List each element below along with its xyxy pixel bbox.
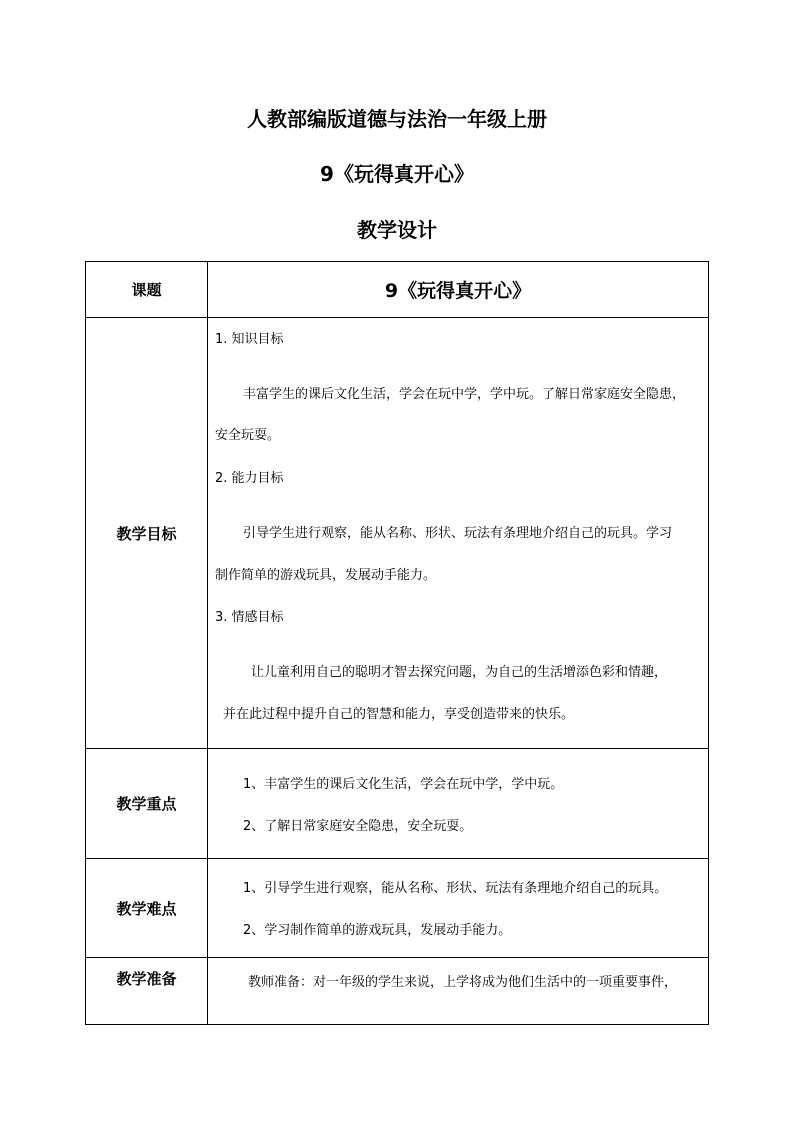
goals-text-line: 并在此过程中提升自己的智慧和能力，享受创造带来的快乐。 <box>223 707 575 722</box>
key-points-content <box>208 749 709 859</box>
topic-label: 课题 <box>86 262 208 318</box>
difficulties-label: 教学难点 <box>86 859 208 958</box>
goals-text-line: 制作简单的游戏玩具，发展动手能力。 <box>215 568 437 583</box>
goals-text-line: 丰富学生的课后文化生活，学会在玩中学，学中玩。了解日常家庭安全隐患， <box>243 387 686 402</box>
table-row-key-points <box>86 749 709 859</box>
key-points-label: 教学重点 <box>86 749 208 859</box>
difficulties-content <box>208 859 709 958</box>
goals-content <box>208 318 709 749</box>
preparation-content <box>208 958 709 1025</box>
goals-text-line: 安全玩耍。 <box>215 428 281 443</box>
goals-heading-knowledge: 1. 知识目标 <box>215 332 284 347</box>
table-row-topic <box>86 262 709 318</box>
document-subtitle: 教学设计 <box>357 218 437 242</box>
table-row-difficulties <box>86 859 709 958</box>
table-row-preparation <box>86 958 709 1025</box>
goals-label: 教学目标 <box>86 318 208 749</box>
preparation-text-line: 教师准备：对一年级的学生来说，上学将成为他们生活中的一项重要事件， <box>248 975 678 990</box>
preparation-label: 教学准备 <box>86 958 208 1025</box>
document-title: 人教部编版道德与法治一年级上册 <box>247 107 547 131</box>
table-row-goals <box>86 318 709 749</box>
lesson-plan-table <box>85 261 709 1025</box>
difficulty-item: 2、学习制作简单的游戏玩具，发展动手能力。 <box>243 923 512 938</box>
goals-heading-emotion: 3. 情感目标 <box>215 610 284 625</box>
key-point-item: 2、了解日常家庭安全隐患，安全玩耍。 <box>243 819 473 834</box>
lesson-title: 9《玩得真开心》 <box>320 162 474 186</box>
key-point-item: 1、丰富学生的课后文化生活，学会在玩中学，学中玩。 <box>243 777 564 792</box>
difficulty-item: 1、引导学生进行观察，能从名称、形状、玩法有条理地介绍自己的玩具。 <box>243 881 668 896</box>
goals-heading-ability: 2. 能力目标 <box>215 471 284 486</box>
goals-text-line: 让儿童利用自己的聪明才智去探究问题，为自己的生活增添色彩和情趣， <box>251 665 668 680</box>
goals-text-line: 引导学生进行观察，能从名称、形状、玩法有条理地介绍自己的玩具。学习 <box>243 526 673 541</box>
topic-value: 9《玩得真开心》 <box>208 262 709 318</box>
